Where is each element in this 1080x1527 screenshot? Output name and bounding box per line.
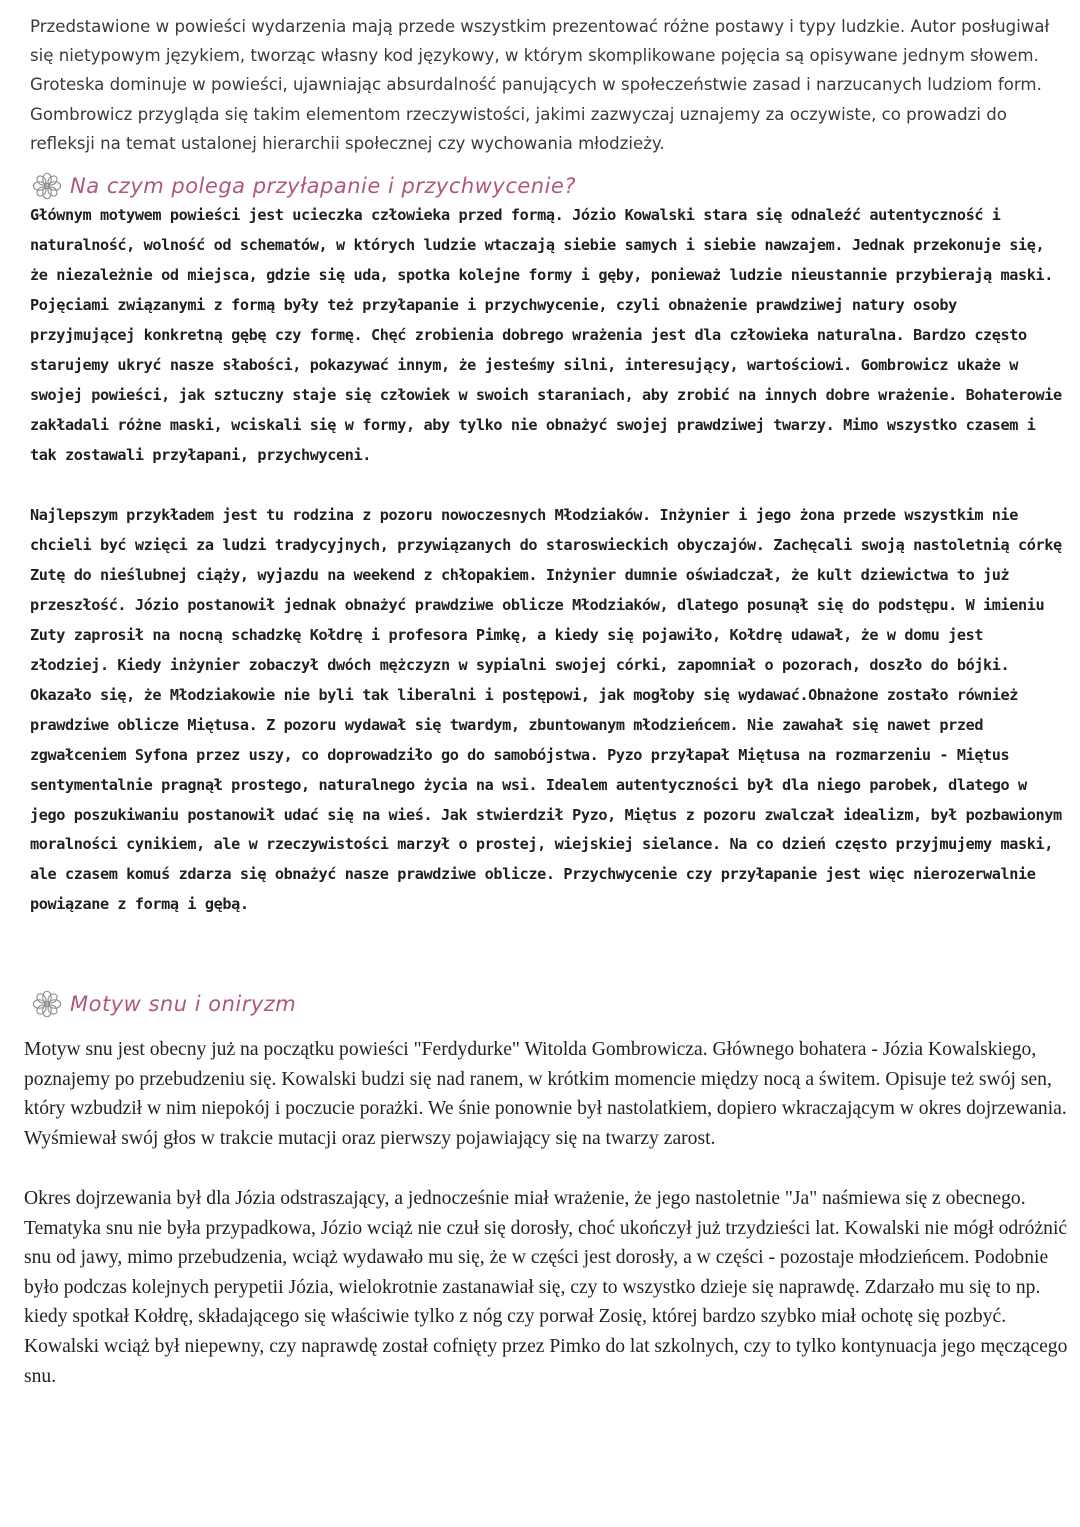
section-heading-sen — [30, 986, 296, 1022]
section-heading-przylapanie — [30, 168, 576, 204]
flower-icon — [30, 171, 64, 201]
intro-paragraph: Przedstawione w powieści wydarzenia mają przede wszystkim prezentować różne postawy i typy ludzkie. Autor posługiwał się nietypowym językiem, tworząc własny kod językowy, w którym skomplikowane pojęcia są opisywane jednym słowem. Groteska dominuje w powieści, ujawniając absurdalność panujących w społeczeństwie zasad i narzucanych ludziom form. Gombrowicz przygląda się takim elementom rzeczywistości, jakimi zazwyczaj uznajemy za oczywiste, co prowadzi do refleksji na temat ustalonej hierarchii społecznej czy wychowania młodzieży. — [30, 17, 1050, 153]
section2-paragraph-2: Okres dojrzewania był dla Józia odstraszający, a jednocześnie miał wrażenie, że jego nastoletnie "Ja" naśmiewa się z obecnego. Tematyka snu nie była przypadkowa, Józio wciąż nie czuł się dorosły, choć ukończył już trzydzieści lat. Kowalski nie mógł odróżnić snu od jawy, mimo przebudzenia, wciąż wydawało mu się, że w części jest dorosły, a w części - pozostaje młodzieńcem. Podobnie było podczas kolejnych perypetii Józia, wielokrotnie zastanawiał się, czy to wszystko dzieje się naprawdę. Zdarzało mu się to np. kiedy spotkał Kołdrę, składającego się właściwie tylko z nóg czy porwał Zosię, której bardzo szybko miał ochotę się pozbyć. Kowalski wciąż był niepewny, czy naprawdę został cofnięty przez Pimko do lat szkolnych, czy to tylko kontynuacja jego męczącego snu. — [24, 1188, 1068, 1387]
section1-paragraph-1: Głównym motywem powieści jest ucieczka człowieka przed formą. Józio Kowalski stara się odnaleźć autentyczność i naturalność, wolność od schematów, w których ludzie wtaczają siebie samych i siebie nawzajem. Jednak przekonuje się, że niezależnie od miejsca, gdzie się uda, spotka kolejne formy i gęby, ponieważ ludzie nieustannie przybierają maski. Pojęciami związanymi z formą były też przyłapanie i przychwycenie, czyli obnażenie prawdziwej natury osoby przyjmującej konkretną gębę czy formę. Chęć zrobienia dobrego wrażenia jest dla człowieka naturalna. Bardzo często starujemy ukryć nasze słabości, pokazywać innym, że jesteśmy silni, interesujący, wartościowi. Gombrowicz ukaże w swojej powieści, jak sztuczny staje się człowiek w swoich staraniach, aby zrobić na innych dobre wrażenie. Bohaterowie zakładali różne maski, wciskali się w formy, aby tylko nie obnażyć swojej prawdziwej twarzy. Mimo wszystko czasem i tak zostawali przyłapani, przychwyceni. — [30, 206, 1062, 464]
flower-icon — [30, 989, 64, 1019]
section-heading-text: Na czym polega przyłapanie i przychwycenie? — [70, 174, 576, 198]
section-heading-text: Motyw snu i oniryzm — [70, 992, 297, 1016]
section1-paragraph-2: Najlepszym przykładem jest tu rodzina z pozoru nowoczesnych Młodziaków. Inżynier i jego żona przede wszystkim nie chcieli być wzięci za ludzi tradycyjnych, przywiązanych do staroswieckich obyczajów. Zachęcali swoją nastoletnią córkę Zutę do nieślubnej ciąży, wyjazdu na weekend z chłopakiem. Inżynier dumnie oświadczał, że kult dziewictwa to już przeszłość. Józio postanowił jednak obnażyć prawdziwe oblicze Młodziaków, dlatego posunął się do podstępu. W imieniu Zuty zaprosił na nocną schadzkę Kołdrę i profesora Pimkę, a kiedy się pojawiło, Kołdrę udawał, że w domu jest złodziej. Kiedy inżynier zobaczył dwóch mężczyzn w sypialni swojej córki, zapomniał o pozorach, doszło do bójki. Okazało się, że Młodziakowie nie byli tak liberalni i postępowi, jak mogłoby się wydawać.Obnażone zostało również prawdziwe oblicze Miętusa. Z pozoru wydawał się twardym, zbuntowanym młodzieńcem. Nie zawahał się nawet przed zgwałceniem Syfona przez uszy, co doprowadziło go do samobójstwa. Pyzo przyłapał Miętusa na rozmarzeniu - Miętus sentymentalnie pragnął prostego, naturalnego życia na wsi. Idealem autentyczności był dla niego parobek, dlatego w jego poszukiwaniu postanowił udać się na wieś. Jak stwierdził Pyzo, Miętus z pozoru zwalczał idealizm, był pozbawionym moralności cynikiem, ale w rzeczywistości marzył o prostej, wiejskiej sielance. Na co dzień często przyjmujemy maski, ale czasem komuś zdarza się obnażyć nasze prawdziwe oblicze. Przychwycenie czy przyłapanie jest więc nierozerwalnie powiązane z formą i gębą. — [30, 506, 1062, 914]
section2-paragraph-1: Motyw snu jest obecny już na początku powieści "Ferdydurke" Witolda Gombrowicza. Głównego bohatera - Józia Kowalskiego, poznajemy po przebudzeniu się. Kowalski budzi się nad ranem, w krótkim momencie między nocą a świtem. Opisuje też swój sen, który wzbudził w nim niepokój i poczucie porażki. We śnie ponownie był nastolatkiem, dopiero wkraczającym w okres dojrzewania. Wyśmiewał swój głos w trakcie mutacji oraz pierwszy pojawiający się na twarzy zarost. — [24, 1039, 1067, 1149]
